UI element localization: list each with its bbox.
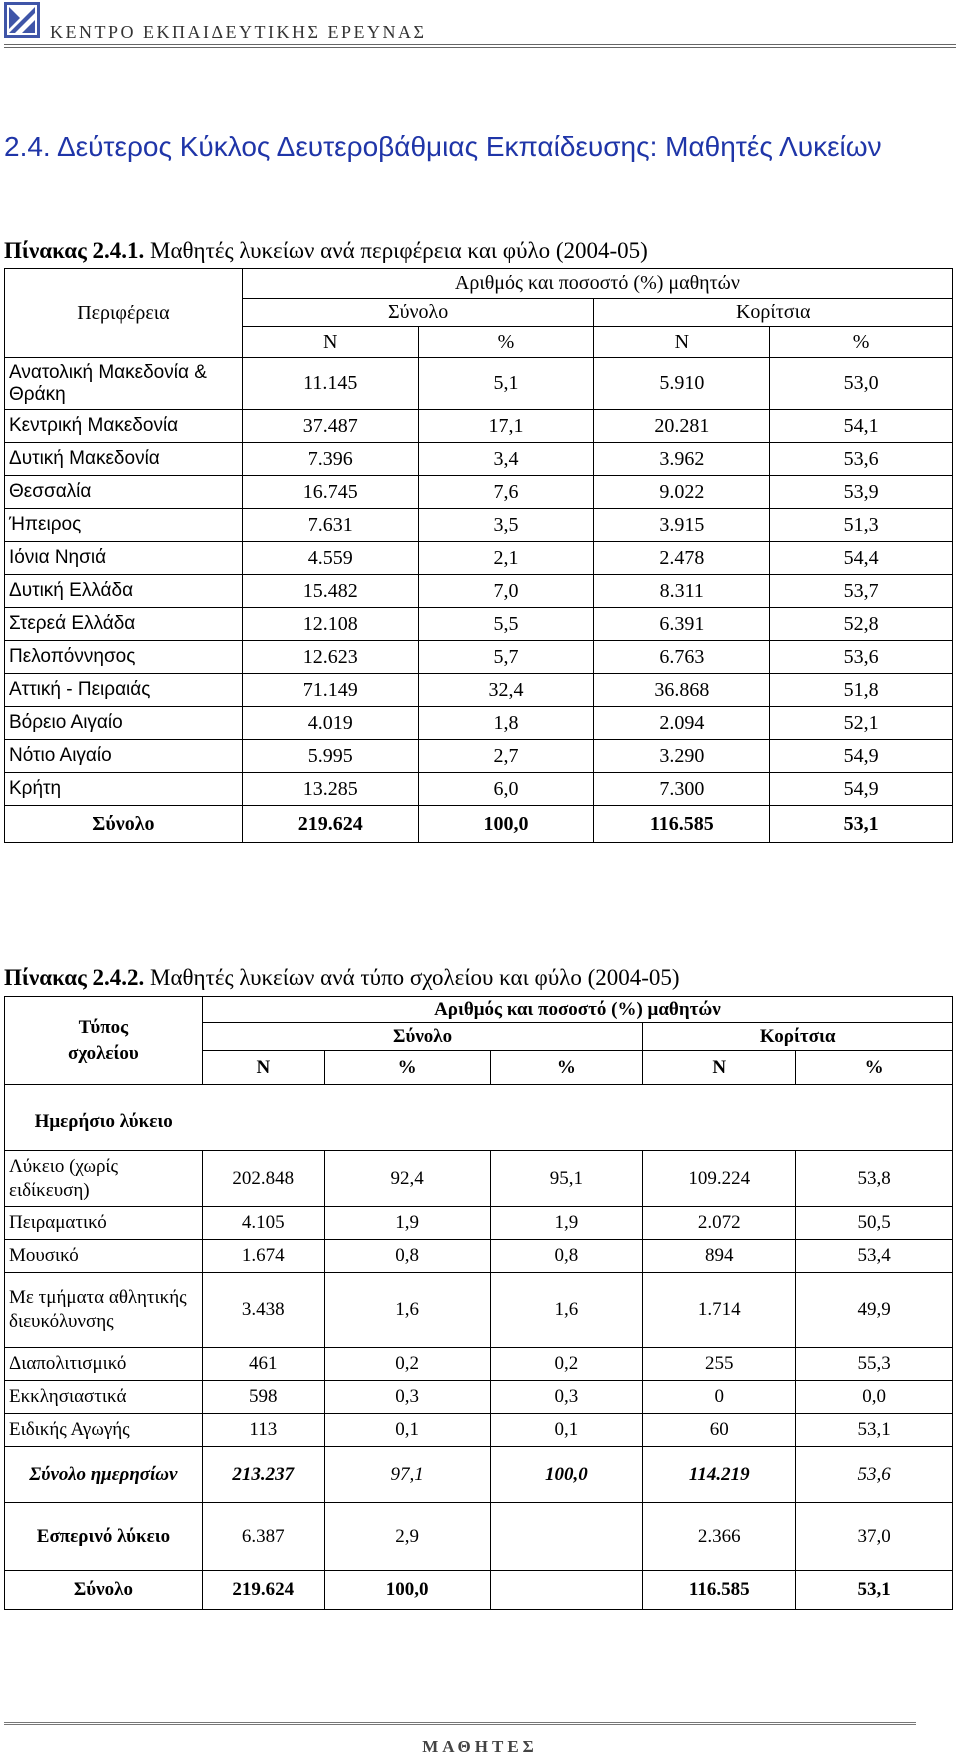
value-cell: 1,9	[490, 1207, 643, 1240]
value-cell: 109.224	[643, 1151, 796, 1207]
value-cell: 5,7	[418, 641, 594, 674]
table1-caption	[4, 238, 648, 264]
value-cell: 1.674	[202, 1240, 324, 1273]
value-cell: 36.868	[594, 674, 770, 707]
table-row	[5, 674, 953, 707]
region-name-cell: Αττική - Πειραιάς	[5, 674, 243, 707]
school-type-cell: Με τμήματα αθλητικής διευκόλυνσης	[5, 1273, 203, 1348]
value-cell: 6,0	[418, 773, 594, 806]
table2-grand-total-label: Σύνολο	[5, 1571, 203, 1610]
value-cell: 52,8	[770, 608, 953, 641]
school-type-cell: Λύκειο (χωρίς ειδίκευση)	[5, 1151, 203, 1207]
value-cell: 53,6	[770, 641, 953, 674]
table-row	[5, 1273, 953, 1348]
table-row	[5, 1381, 953, 1414]
value-cell: 53,9	[770, 476, 953, 509]
value-cell: 92,4	[324, 1151, 490, 1207]
value-cell: 0,3	[324, 1381, 490, 1414]
value-cell: 0,0	[796, 1381, 953, 1414]
value-cell: 60	[643, 1414, 796, 1447]
table1-total-label: Σύνολο	[5, 806, 243, 843]
value-cell: 15.482	[242, 575, 418, 608]
table-row	[5, 410, 953, 443]
value-cell: 8.311	[594, 575, 770, 608]
table2-header-total: Σύνολο	[202, 1023, 642, 1051]
region-name-cell: Κεντρική Μακεδονία	[5, 410, 243, 443]
value-cell: 5,1	[418, 358, 594, 410]
region-name-cell: Νότιο Αιγαίο	[5, 740, 243, 773]
table-row	[5, 358, 953, 410]
table1-header-pct-total: %	[418, 327, 594, 358]
value-cell: 51,8	[770, 674, 953, 707]
school-type-cell: Εκκλησιαστικά	[5, 1381, 203, 1414]
value-cell: 598	[202, 1381, 324, 1414]
value-cell: 1,6	[490, 1273, 643, 1348]
table2-caption	[4, 965, 680, 991]
value-cell: 49,9	[796, 1273, 953, 1348]
table1-header-n-total: Ν	[242, 327, 418, 358]
value-cell: 3,5	[418, 509, 594, 542]
value-cell: 3,4	[418, 443, 594, 476]
value-cell: 13.285	[242, 773, 418, 806]
table2-day-total-row	[5, 1447, 953, 1503]
school-type-cell: Πειραματικό	[5, 1207, 203, 1240]
table1-total-row	[5, 806, 953, 843]
value-cell: 4.019	[242, 707, 418, 740]
table1-total-girls-pct: 53,1	[770, 806, 953, 843]
table-row	[5, 1151, 953, 1207]
table-row	[5, 641, 953, 674]
region-name-cell: Πελοπόννησος	[5, 641, 243, 674]
table-row	[5, 443, 953, 476]
table-row	[5, 1348, 953, 1381]
value-cell: 5,5	[418, 608, 594, 641]
value-cell: 2.478	[594, 542, 770, 575]
table2-grand-total-pct2	[490, 1571, 643, 1610]
value-cell: 50,5	[796, 1207, 953, 1240]
table1-header-n-girls: Ν	[594, 327, 770, 358]
table2-header-girls: Κορίτσια	[643, 1023, 953, 1051]
table2-day-section-blank	[202, 1085, 952, 1151]
section-title: 2.4. Δεύτερος Κύκλος Δευτεροβάθμιας Εκπαίδευσης: Μαθητές Λυκείων	[4, 131, 882, 162]
value-cell: 53,0	[770, 358, 953, 410]
value-cell: 7,6	[418, 476, 594, 509]
table2-header-group: Αριθμός και ποσοστό (%) μαθητών	[202, 997, 952, 1023]
region-name-cell: Ανατολική Μακεδονία & Θράκη	[5, 358, 243, 410]
table2-header-n: Ν	[202, 1051, 324, 1085]
value-cell: 7,0	[418, 575, 594, 608]
value-cell: 51,3	[770, 509, 953, 542]
region-name-cell: Δυτική Μακεδονία	[5, 443, 243, 476]
region-name-cell: Δυτική Ελλάδα	[5, 575, 243, 608]
table1-header-pct-girls: %	[770, 327, 953, 358]
value-cell: 32,4	[418, 674, 594, 707]
value-cell: 9.022	[594, 476, 770, 509]
table2-header-pct-2: %	[490, 1051, 643, 1085]
table2-school-types	[4, 996, 953, 1610]
table-row	[5, 608, 953, 641]
value-cell: 7.631	[242, 509, 418, 542]
value-cell: 16.745	[242, 476, 418, 509]
table2-header-n-girls: Ν	[643, 1051, 796, 1085]
table-row	[5, 707, 953, 740]
table2-day-total-label: Σύνολο ημερησίων	[5, 1447, 203, 1503]
value-cell: 12.108	[242, 608, 418, 641]
value-cell: 4.105	[202, 1207, 324, 1240]
school-type-cell: Μουσικό	[5, 1240, 203, 1273]
table2-grand-total-n: 219.624	[202, 1571, 324, 1610]
table2-day-total-girls-pct: 53,6	[796, 1447, 953, 1503]
value-cell: 2.094	[594, 707, 770, 740]
value-cell: 7.300	[594, 773, 770, 806]
table2-grand-total-row	[5, 1571, 953, 1610]
table-row	[5, 1240, 953, 1273]
value-cell: 2,1	[418, 542, 594, 575]
region-name-cell: Θεσσαλία	[5, 476, 243, 509]
table2-evening-pct1: 2,9	[324, 1503, 490, 1571]
value-cell: 7.396	[242, 443, 418, 476]
table2-day-total-girls-n: 114.219	[643, 1447, 796, 1503]
value-cell: 894	[643, 1240, 796, 1273]
value-cell: 1.714	[643, 1273, 796, 1348]
table1-header-group: Αριθμός και ποσοστό (%) μαθητών	[242, 269, 952, 299]
region-name-cell: Κρήτη	[5, 773, 243, 806]
value-cell: 3.290	[594, 740, 770, 773]
header-divider	[4, 44, 956, 48]
value-cell: 0	[643, 1381, 796, 1414]
value-cell: 17,1	[418, 410, 594, 443]
table2-grand-total-pct1: 100,0	[324, 1571, 490, 1610]
table1-caption-text: Μαθητές λυκείων ανά περιφέρεια και φύλο (2004-05)	[144, 238, 648, 263]
value-cell: 3.915	[594, 509, 770, 542]
table-row	[5, 1414, 953, 1447]
value-cell: 54,9	[770, 740, 953, 773]
table-row	[5, 476, 953, 509]
table2-evening-label: Εσπερινό λύκειο	[5, 1503, 203, 1571]
value-cell: 52,1	[770, 707, 953, 740]
table2-day-total-pct1: 97,1	[324, 1447, 490, 1503]
value-cell: 53,8	[796, 1151, 953, 1207]
table2-evening-n: 6.387	[202, 1503, 324, 1571]
table2-header-pct-girls: %	[796, 1051, 953, 1085]
value-cell: 95,1	[490, 1151, 643, 1207]
table1-total-n: 219.624	[242, 806, 418, 843]
value-cell: 71.149	[242, 674, 418, 707]
table2-grand-total-girls-n: 116.585	[643, 1571, 796, 1610]
value-cell: 54,4	[770, 542, 953, 575]
value-cell: 202.848	[202, 1151, 324, 1207]
value-cell: 3.438	[202, 1273, 324, 1348]
table1-total-girls-n: 116.585	[594, 806, 770, 843]
value-cell: 53,6	[770, 443, 953, 476]
table2-evening-row	[5, 1503, 953, 1571]
table-row	[5, 1207, 953, 1240]
value-cell: 37.487	[242, 410, 418, 443]
value-cell: 1,8	[418, 707, 594, 740]
value-cell: 5.995	[242, 740, 418, 773]
value-cell: 0,1	[490, 1414, 643, 1447]
value-cell: 0,3	[490, 1381, 643, 1414]
table-row	[5, 575, 953, 608]
value-cell: 0,8	[324, 1240, 490, 1273]
table2-day-section-row	[5, 1085, 953, 1151]
table1-header-total: Σύνολο	[242, 299, 594, 327]
table2-caption-text: Μαθητές λυκείων ανά τύπο σχολείου και φύλο (2004-05)	[144, 965, 680, 990]
table-row	[5, 509, 953, 542]
page-footer: ΜΑΘΗΤΕΣ	[422, 1737, 538, 1756]
value-cell: 0,2	[324, 1348, 490, 1381]
table2-evening-girls-pct: 37,0	[796, 1503, 953, 1571]
table1-regions	[4, 268, 953, 843]
table1-caption-number: Πίνακας 2.4.1.	[4, 238, 145, 263]
region-name-cell: Ιόνια Νησιά	[5, 542, 243, 575]
table2-day-total-n: 213.237	[202, 1447, 324, 1503]
value-cell: 55,3	[796, 1348, 953, 1381]
value-cell: 53,4	[796, 1240, 953, 1273]
value-cell: 255	[643, 1348, 796, 1381]
table-row	[5, 773, 953, 806]
value-cell: 53,7	[770, 575, 953, 608]
value-cell: 2.072	[643, 1207, 796, 1240]
table1-header-region: Περιφέρεια	[5, 269, 243, 358]
value-cell: 3.962	[594, 443, 770, 476]
value-cell: 1,6	[324, 1273, 490, 1348]
table2-caption-number: Πίνακας 2.4.2.	[4, 965, 145, 990]
table2-grand-total-girls-pct: 53,1	[796, 1571, 953, 1610]
table2-header-type	[5, 997, 203, 1085]
kee-logo-icon	[4, 2, 40, 38]
value-cell: 6.763	[594, 641, 770, 674]
value-cell: 4.559	[242, 542, 418, 575]
value-cell: 113	[202, 1414, 324, 1447]
region-name-cell: Βόρειο Αιγαίο	[5, 707, 243, 740]
table2-day-section-label: Ημερήσιο λύκειο	[5, 1085, 203, 1151]
value-cell: 2,7	[418, 740, 594, 773]
value-cell: 11.145	[242, 358, 418, 410]
table2-evening-pct2	[490, 1503, 643, 1571]
value-cell: 0,1	[324, 1414, 490, 1447]
value-cell: 461	[202, 1348, 324, 1381]
value-cell: 53,1	[796, 1414, 953, 1447]
value-cell: 0,2	[490, 1348, 643, 1381]
footer-divider	[4, 1722, 916, 1725]
value-cell: 0,8	[490, 1240, 643, 1273]
table2-day-total-pct2: 100,0	[490, 1447, 643, 1503]
school-type-cell: Ειδικής Αγωγής	[5, 1414, 203, 1447]
value-cell: 12.623	[242, 641, 418, 674]
value-cell: 1,9	[324, 1207, 490, 1240]
school-type-cell: Διαπολιτισμικό	[5, 1348, 203, 1381]
page-header	[4, 0, 956, 44]
table-row	[5, 740, 953, 773]
table2-header-type-label: Τύπος σχολείου	[68, 1016, 139, 1064]
table2-evening-girls-n: 2.366	[643, 1503, 796, 1571]
table1-header-girls: Κορίτσια	[594, 299, 953, 327]
value-cell: 54,1	[770, 410, 953, 443]
table1-total-pct: 100,0	[418, 806, 594, 843]
value-cell: 54,9	[770, 773, 953, 806]
table-row	[5, 542, 953, 575]
value-cell: 20.281	[594, 410, 770, 443]
value-cell: 6.391	[594, 608, 770, 641]
value-cell: 5.910	[594, 358, 770, 410]
table2-header-pct-1: %	[324, 1051, 490, 1085]
region-name-cell: Ήπειρος	[5, 509, 243, 542]
organization-name: ΚΕΝΤΡΟ ΕΚΠΑΙΔΕΥΤΙΚΗΣ ΕΡΕΥΝΑΣ	[50, 22, 427, 42]
region-name-cell: Στερεά Ελλάδα	[5, 608, 243, 641]
